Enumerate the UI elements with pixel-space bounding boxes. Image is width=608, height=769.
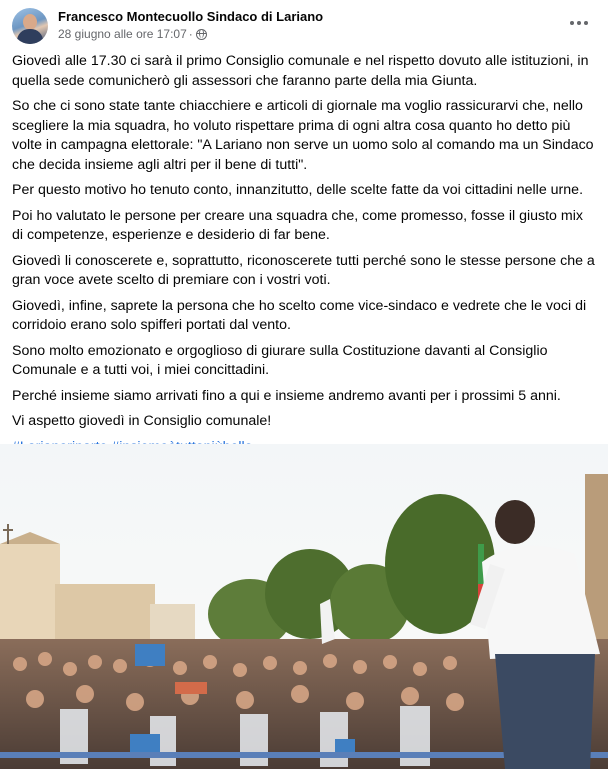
- crowd-photo-image: [0, 444, 608, 769]
- post-paragraph: So che ci sono state tante chiacchiere e articoli di giornale ma voglio rassicurarvi che, nello scegliere la mia squadra, ho voluto rispettare prima di ogni altra cosa quanto ho detto più volte in campagna elettorale: "A Lariano non serve un uomo solo al comando ma un Sindaco che decida insieme agli altri per il bene di tutti".: [12, 98, 594, 173]
- more-horizontal-icon: [570, 21, 574, 25]
- post-paragraph: Vi aspetto giovedì in Consiglio comunale!: [12, 413, 272, 429]
- post-text: [12, 52, 596, 463]
- post-paragraph: Giovedì li conoscerete e, soprattutto, riconoscerete tutti perché sono le stesse persone che a gran voce avete scelto di premiare con i vostri voti.: [12, 252, 595, 288]
- meta-separator: ·: [188, 27, 193, 41]
- post-paragraph: Giovedì, infine, saprete la persona che ho scelto come vice-sindaco e vedrete che le voci di corridoio erano solo spifferi portati dal vento.: [12, 297, 587, 333]
- post-paragraph: Poi ho valutato le persone per creare una squadra che, come promesso, fosse il giusto mix di competenze, esperienze e desiderio di far bene.: [12, 207, 583, 243]
- author-avatar[interactable]: [12, 8, 48, 44]
- post-header: [0, 0, 608, 48]
- post-paragraph: Sono molto emozionato e orgoglioso di giurare sulla Costituzione davanti al Consiglio Comunale e a tutti voi, i miei concittadini.: [12, 342, 548, 378]
- avatar-head: [23, 14, 37, 30]
- post-paragraph: Perché insieme siamo arrivati fino a qui e insieme andremo avanti per i prossimi 5 anni.: [12, 387, 561, 404]
- post-paragraph: Per questo motivo ho tenuto conto, innanzitutto, delle scelte fatte da voi cittadini nelle urne.: [12, 182, 584, 198]
- globe-icon[interactable]: [196, 29, 207, 40]
- more-horizontal-icon-dot: [577, 21, 581, 25]
- avatar-body: [17, 29, 43, 44]
- author-name[interactable]: Francesco Montecuollo Sindaco di Lariano: [58, 9, 324, 24]
- more-horizontal-icon-dot: [584, 21, 588, 25]
- post-date[interactable]: 28 giugno alle ore 17:07: [58, 27, 187, 41]
- post-paragraph: Giovedì alle 17.30 ci sarà il primo Consiglio comunale e nel rispetto dovuto alle istituzioni, in quella sede comunicherò gli assessori che faranno parte della mia Giunta.: [12, 53, 589, 89]
- post-photo[interactable]: [0, 444, 608, 769]
- more-options-button[interactable]: [564, 12, 594, 34]
- post-meta: [58, 27, 207, 41]
